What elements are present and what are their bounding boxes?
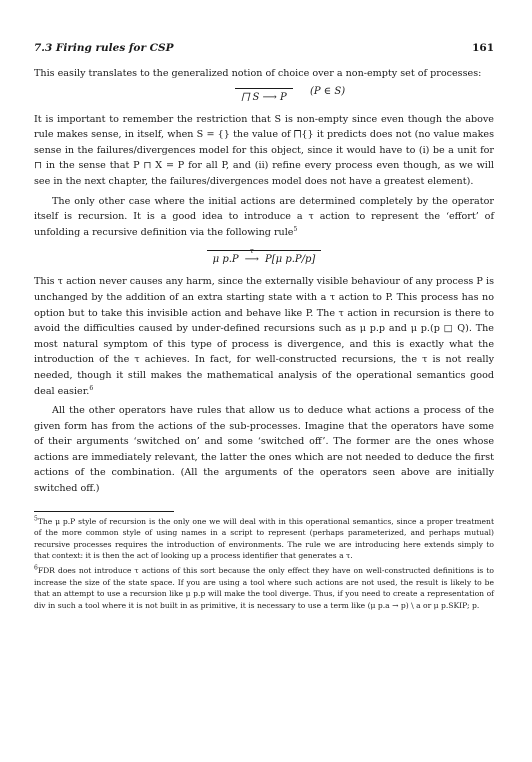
inference-rule-recursion — [34, 240, 494, 274]
rule-conclusion: ⨅ S ⟶ P — [241, 91, 287, 103]
paragraph-3 — [34, 194, 494, 241]
footnote-5 — [34, 512, 494, 562]
footnote-ref-6: 6 — [89, 384, 94, 392]
rule-conclusion-2 — [212, 247, 316, 266]
paragraph-2: It is important to remember the restriction that S is non-empty since even though the above rule makes sense, in itself, when S = {} the value of ⨅{} it predicts does not (no value makes sense in the failures/divergences model for this object, since it would have to (i) be a unit for ⊓ in the sense that P ⊓ X = P for all P, and (ii) refine every process even though, as we will see in the next chapter, the failures/divergences model does not have a greatest element). — [34, 113, 494, 187]
paragraph-1: This easily translates to the generalized notion of choice over a non-empty set of processes: — [34, 68, 482, 79]
running-head — [34, 42, 494, 58]
section-title: 7.3 Firing rules for CSP — [34, 42, 174, 54]
paragraph-4-text: This τ action never causes any harm, since the externally visible behaviour of any process P is unchanged by the addition of an extra starting state with a τ action to P. This process has no option but to take this invisible action and behave like P. The τ action in recursion is there to avoid the difficulties caused by under-defined recursions such as μ p.p and μ p.(p □ Q). The most natural symptom of this type of process is divergence, and this is exactly what the introduction of the τ achieves. In fact, for well-constructed recursions, the τ is not really needed, though it still makes the mathematical analysis of the operational semantics good deal easier. — [34, 276, 494, 397]
rule-bar-2 — [207, 250, 322, 251]
tau-label: τ — [249, 247, 254, 256]
rule-bar — [235, 88, 292, 89]
page — [34, 42, 494, 611]
footnote-6-text: FDR does not introduce τ actions of this sort because the only effect they have on well-constructed definitions is to increase the size of the state space. If you are using a tool where such actions are not used, the result is likely to be that an attempt to use a recursion like μ p.p will make the tool diverge. Thus, if you need to create a representation of div in such a tool where it is not built in as primitive, it is necessary to use a term like (μ p.a → p) \ a or μ p.SKIP; p. — [34, 566, 494, 610]
footnote-rule — [34, 511, 494, 612]
rule2-left: μ p.P — [212, 254, 239, 266]
footnote-5-mark: 5 — [34, 515, 38, 523]
inference-rule-choice — [34, 82, 494, 112]
footnote-5-text: The μ p.P style of recursion is the only one we will deal with in this operational semantics, since a proper treatment of the more common style of using names in a script to represent (perhaps parameterized, and perhaps mutual) recursive processes requires the introduction of environments. The rule we are introducing here extends simply to that context: it is then the act of looking up a process identifier that generates a τ. — [34, 516, 494, 561]
paragraph-5: All the other operators have rules that allow us to deduce what actions a process of the given form has from the actions of the sub-processes. Imagine that the operators have some of their arguments ‘switched on’ and some ‘switched off’. The former are the ones whose actions are immediately relevant, the latter the ones which are not needed to deduce the first actions of the combination. (All the arguments of the operators seen above are initially switched off.) — [34, 405, 494, 495]
paragraph-3-text: The only other case where the initial actions are determined completely by the operator itself is recursion. It is a good idea to introduce a τ action to represent the ‘effort’ of unfolding a recursive definition via the following rule — [34, 195, 494, 238]
rule-fraction-2 — [207, 244, 322, 265]
rule2-right: P[μ p.P/p] — [265, 254, 316, 266]
page-number: 161 — [472, 42, 494, 54]
paragraph-4 — [34, 274, 494, 399]
footnote-6 — [34, 565, 494, 611]
footnote-6-mark: 6 — [34, 564, 38, 572]
tau-arrow: τ ⟶ — [242, 254, 262, 265]
footnote-ref-5: 5 — [293, 225, 298, 233]
rule-side-condition: (P ∈ S) — [310, 85, 346, 97]
rule-fraction — [235, 82, 292, 103]
